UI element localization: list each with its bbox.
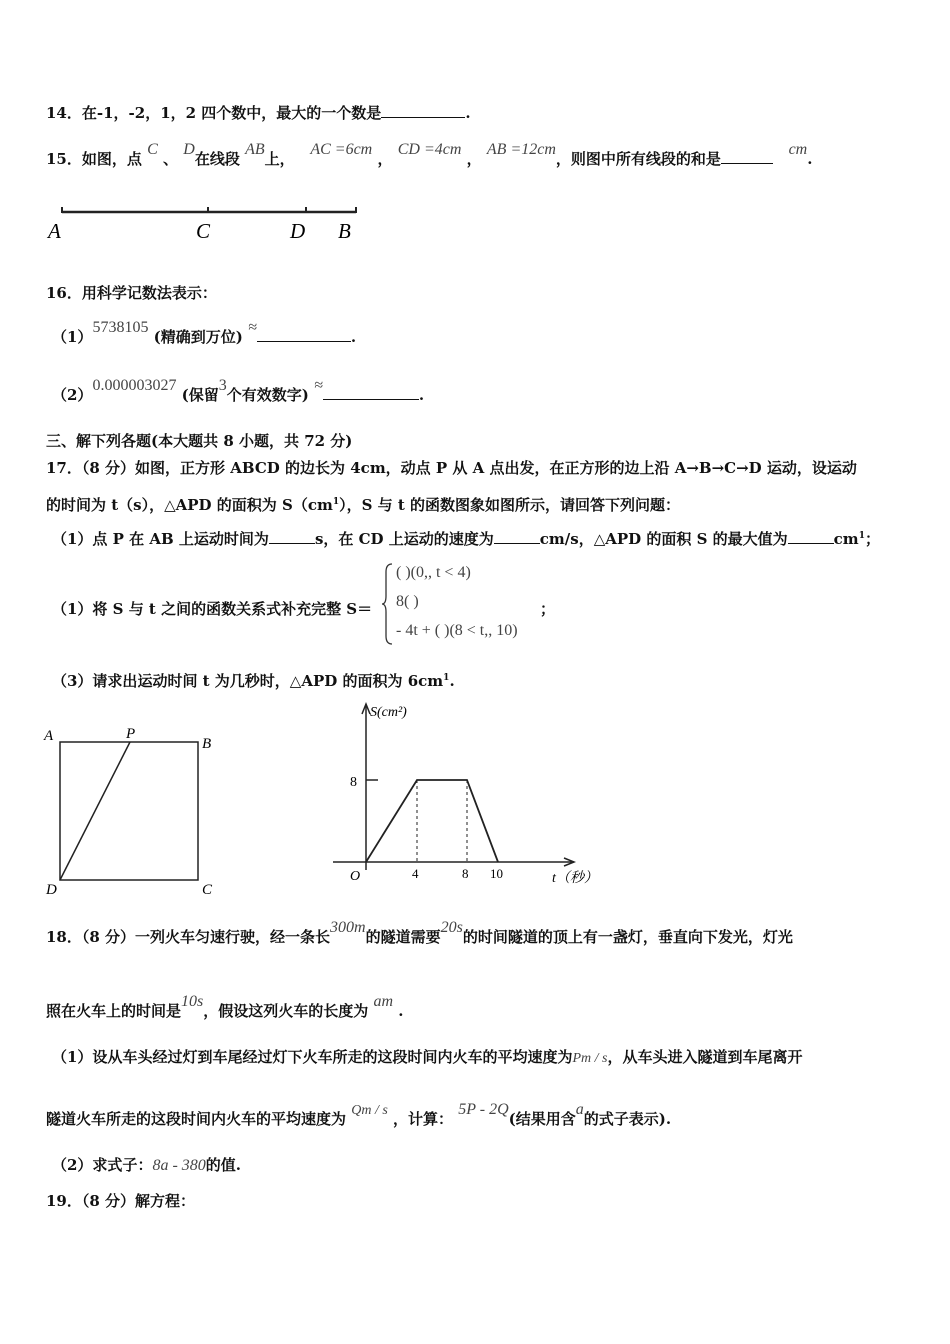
q17-sub1-b: s，在 CD 上运动的速度为	[314, 530, 494, 548]
q16-p2-value: 0.000003027	[92, 377, 177, 394]
q18-sub-2	[52, 1154, 241, 1175]
q18-l2-b: ，假设这列火车的长度为	[203, 1002, 369, 1020]
q14-period: .	[465, 104, 471, 122]
q15-segment-ab: AB	[245, 141, 265, 158]
q15-period: .	[807, 150, 813, 168]
q18-l2-a: 照在火车上的时间是	[46, 1002, 182, 1020]
q16-p1-approx: ≈	[248, 319, 257, 336]
q15-text-1: 如图，点	[81, 150, 142, 168]
label-a: A	[48, 219, 61, 243]
q15-point-d: D	[183, 141, 195, 158]
segment-dp	[60, 742, 130, 880]
q18-expression-2: 8a - 380	[152, 1157, 206, 1174]
q15-point-c: C	[147, 141, 158, 158]
q15-answer-blank[interactable]	[721, 149, 773, 164]
q18-speed-q: Qm / s	[351, 1103, 388, 1118]
q15-text-4: ，则图中所有线段的和是	[555, 150, 721, 168]
q18-s1-a: （1）设从车头经过灯到车尾经过灯下火车所走的这段时间内火车的平均速度为	[52, 1048, 573, 1066]
q18-s1-f: 的式子表示).	[583, 1110, 672, 1128]
q15-unit: cm	[788, 141, 808, 158]
q17-case-2: 8( )	[396, 593, 419, 610]
q17-blank-max-area[interactable]	[788, 529, 834, 544]
q17-square-figure	[40, 720, 230, 905]
q17-function-graph	[328, 700, 613, 900]
q17-line-1: 17．（8 分）如图，正方形 ABCD 的边长为 4cm，动点 P 从 A 点出发，在正方形的边上沿 A→B→C→D 运动，设运动	[46, 459, 857, 477]
y-axis-label: S(cm²)	[370, 705, 407, 720]
q14-number: 14．	[46, 104, 82, 122]
q17-case-3: - 4t + ( )(8 < t,, 10)	[396, 622, 518, 639]
q16-part-1	[52, 319, 357, 347]
q18-sub-1-line-1	[52, 1046, 802, 1067]
q14-text: 在-1，-2，1，2 四个数中，最大的一个数是	[81, 104, 382, 122]
q17-sup-1: 1	[332, 497, 340, 507]
q15-comma-1: ，	[377, 150, 393, 168]
q17-sub1-end: ；	[864, 530, 880, 548]
q17-sub-3	[52, 670, 455, 691]
q15-text-2: 在线段	[194, 150, 240, 168]
q16-p2-number: （2）	[52, 386, 93, 404]
q18-l1-a: 18．（8 分）一列火车匀速行驶，经一条长	[46, 928, 331, 946]
q16-p1-period: .	[350, 328, 357, 346]
section-3-heading: 三、解下列各题(本大题共 8 小题，共 72 分)	[46, 432, 353, 450]
q17-line2-b: ），S 与 t 的函数图象如图所示，请回答下列问题：	[339, 496, 681, 514]
q17-sub1-d: cm	[833, 530, 859, 548]
q18-line-2	[46, 993, 404, 1021]
q18-s2-b: 的值.	[205, 1156, 242, 1174]
q15-text-3: 上，	[264, 150, 295, 168]
q18-s1-c: 隧道火车所走的这段时间内火车的平均速度为	[46, 1110, 347, 1128]
q16-p2-note-1: (保留	[181, 386, 219, 404]
q18-tunnel-time: 20s	[440, 919, 463, 936]
x-label-10: 10	[490, 866, 503, 881]
q17-sub2-end: ；	[540, 600, 556, 618]
q18-s1-b: ，从车头进入隧道到车尾离开	[607, 1048, 803, 1066]
q15-segment-figure	[40, 200, 370, 245]
q18-l1-b: 的隧道需要	[365, 928, 441, 946]
q16-p2-note-2: 个有效数字)	[226, 386, 309, 404]
q18-s1-e: (结果用含	[508, 1110, 576, 1128]
square-label-b: B	[202, 736, 212, 752]
q18-s2-a: （2）求式子：	[52, 1156, 153, 1174]
q16-part-2	[52, 377, 425, 405]
q17-line-2	[46, 494, 680, 515]
x-axis-label: t（秒）	[552, 871, 598, 886]
x-label-4: 4	[412, 866, 419, 881]
y-label-8: 8	[350, 775, 357, 790]
q16-p2-answer-blank[interactable]	[323, 385, 419, 400]
q17-brace	[382, 562, 394, 646]
label-c: C	[196, 219, 211, 243]
q16-p1-answer-blank[interactable]	[257, 327, 351, 342]
q16-p1-note: (精确到万位)	[153, 328, 243, 346]
question-14	[46, 102, 471, 123]
q17-sub3-end: .	[449, 672, 455, 690]
label-b: B	[338, 219, 351, 243]
origin-label: O	[350, 869, 361, 884]
q15-cd-length: CD =4cm	[397, 141, 462, 158]
q17-line2-a: 的时间为 t（s），△APD 的面积为 S（cm	[46, 496, 333, 514]
square-abcd	[60, 742, 198, 880]
q18-train-length: am	[373, 993, 394, 1010]
q18-s1-d: ，计算：	[393, 1110, 454, 1128]
square-label-d: D	[46, 882, 57, 898]
q18-speed-p: Pm / s	[572, 1051, 608, 1066]
q15-number: 15．	[46, 150, 82, 168]
q15-comma-2: ，	[466, 150, 482, 168]
q18-tunnel-length: 300m	[330, 919, 366, 936]
q16-p2-approx: ≈	[314, 377, 323, 394]
q18-expression: 5P - 2Q	[458, 1101, 509, 1118]
q16-p1-value: 5738105	[92, 319, 149, 336]
q17-sub1-sup: 1	[858, 531, 865, 541]
question-19: 19．（8 分）解方程：	[46, 1192, 196, 1210]
q15-ac-length: AC =6cm	[310, 141, 373, 158]
q17-sub1-c: cm/s，△APD 的面积 S 的最大值为	[539, 530, 788, 548]
q17-sub3-sup: 1	[443, 673, 450, 683]
q17-sub-1	[52, 528, 880, 549]
q16-title: 16．用科学记数法表示：	[46, 284, 217, 302]
square-label-c: C	[202, 882, 213, 898]
q17-blank-time[interactable]	[269, 529, 315, 544]
q16-p1-number: （1）	[52, 328, 93, 346]
q15-ab-length: AB =12cm	[486, 141, 556, 158]
question-15	[46, 141, 813, 169]
q18-var-a: a	[575, 1101, 584, 1118]
q17-case-1: ( )(0,, t < 4)	[396, 564, 471, 581]
q17-sub1-a: （1）点 P 在 AB 上运动时间为	[52, 530, 269, 548]
q18-sub-1-line-2	[46, 1101, 672, 1129]
square-label-p: P	[126, 726, 136, 742]
q18-l1-c: 的时间隧道的顶上有一盏灯，垂直向下发光，灯光	[462, 928, 793, 946]
function-line	[366, 780, 498, 862]
q17-sub3-a: （3）请求出运动时间 t 为几秒时，△APD 的面积为 6cm	[52, 672, 444, 690]
q14-answer-blank[interactable]	[381, 103, 465, 118]
q18-line-1	[46, 919, 793, 947]
square-label-a: A	[44, 728, 54, 744]
x-label-8: 8	[462, 866, 469, 881]
q16-p2-digits: 3	[218, 377, 227, 394]
q16-p2-period: .	[418, 386, 425, 404]
q17-blank-speed[interactable]	[494, 529, 540, 544]
q17-sub-2-text: （1）将 S 与 t 之间的函数关系式补充完整 S＝	[52, 600, 373, 618]
q18-light-time: 10s	[181, 993, 204, 1010]
q17-piecewise	[382, 562, 552, 646]
label-d: D	[290, 219, 306, 243]
q15-separator: 、	[163, 150, 179, 168]
q18-l2-c: .	[398, 1002, 404, 1020]
